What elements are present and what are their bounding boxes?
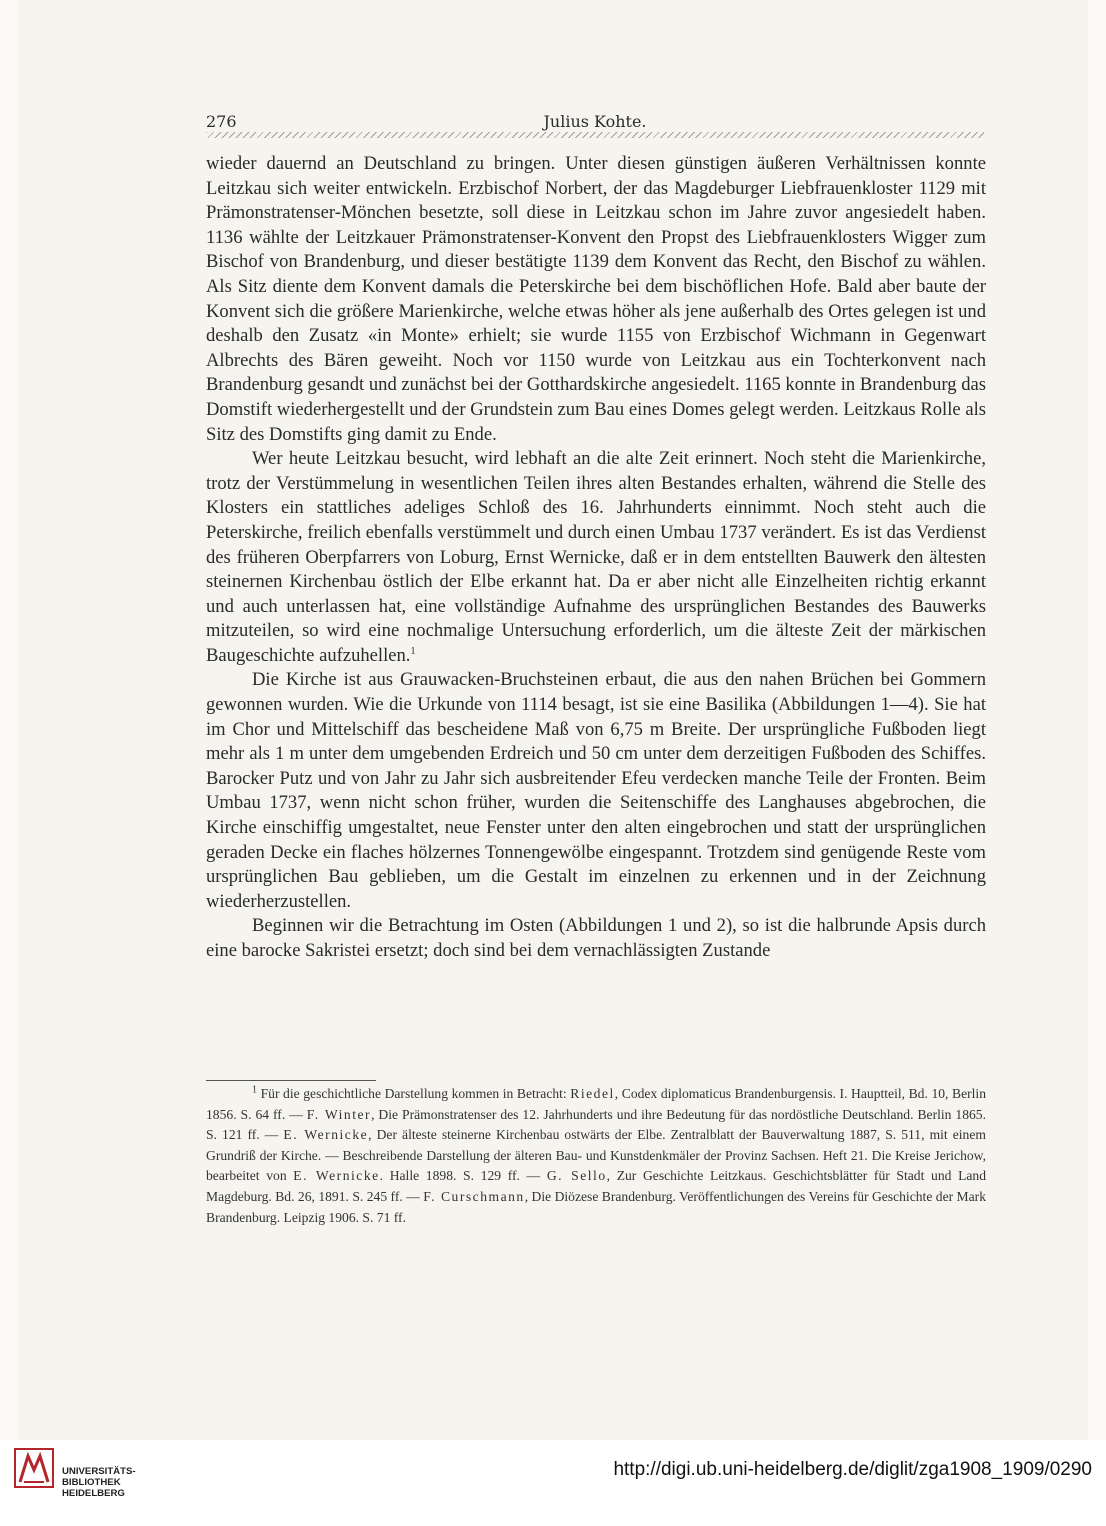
author-name: G. Sello: [546, 1168, 607, 1184]
author-name: F. Winter: [306, 1106, 372, 1122]
author-name: Riedel: [570, 1086, 615, 1101]
page-number: 276: [206, 112, 237, 131]
paragraph-4: Beginnen wir die Betrachtung im Osten (Abbildungen 1 und 2), so ist die halbrunde Apsis durch eine barocke Sakristei ersetzt; doch sind bei dem vernachlässigten Zustande: [206, 915, 986, 961]
page-header: [206, 110, 984, 140]
library-logo-icon: [14, 1448, 54, 1488]
paragraph-3: Die Kirche ist aus Grauwacken-Bruchsteinen erbaut, die aus den nahen Brüchen bei Gommern gewonnen wurden. Wie die Urkunde von 1114 besagt, ist sie eine Basilika (Abbildungen 1—4). Sie hat im Chor und Mittelschiff das bescheidene Maß von 6,75 m Breite. Der ursprüngliche Fußboden liegt mehr als 1 m unter dem umgebenden Erdreich und 50 cm unter dem derzeitigen Fußboden des Schiffes. Barocker Putz und von Jahr zu Jahr sich ausbreitender Efeu verdecken manche Teile der Fronten. Beim Umbau 1737, wenn nicht schon früher, wurden die Seitenschiffe des Langhauses abgebrochen, die Kirche einschiffig umgestaltet, neue Fenster unter den alten eingebrochen und statt der ursprünglichen geraden Decke ein flaches hölzernes Tonnengewölbe eingespannt. Trotzdem sind genügende Reste vom ursprünglichen Bau geblieben, um die Gestalt im einzelnen zu erkennen und in der Zeichnung wiederherzustellen.: [206, 669, 986, 912]
footnotes: [206, 1084, 986, 1228]
running-title: Julius Kohte.: [543, 112, 647, 131]
header-rule: [206, 132, 984, 138]
author-name: F. Curschmann: [423, 1188, 525, 1204]
footnote-separator: [206, 1080, 376, 1081]
permalink-url[interactable]: http://digi.ub.uni-heidelberg.de/diglit/zga1908_1909/0290: [613, 1459, 1092, 1480]
main-text: [206, 152, 986, 964]
author-name: E. Wernicke: [283, 1127, 369, 1143]
paragraph-2-text: Wer heute Leitzkau besucht, wird lebhaft an die alte Zeit erinnert. Noch steht die Marienkirche, trotz der Verstümmelung in wesentlichen Teilen ihres alten Bestandes erhalten, während die Stelle des Klosters ein stattliches adeliges Schloß des 16. Jahrhunderts einnimmt. Noch steht auch die Peterskirche, freilich ebenfalls verstümmelt und durch einen Umbau 1737 verändert. Es ist das Verdienst des früheren Oberpfarrers von Loburg, Ernst Wernicke, daß er in dem entstellten Bauwerk den ältesten steinernen Kirchenbau östlich der Elbe erkannt hat. Da er aber nicht alle Einzelheiten richtig erkannt und auch unterlassen hat, eine vollständige Aufnahme des ursprünglichen Bestandes des Bauwerks mitzuteilen, so wird eine nochmalige Untersuchung erforderlich, um die älteste Zeit der märkischen Baugeschichte aufzuhellen.: [206, 448, 986, 666]
footnote-reference: 1: [410, 645, 416, 657]
author-name: E. Wernicke: [293, 1168, 380, 1184]
paragraph-1: wieder dauernd an Deutschland zu bringen. Unter diesen günstigen äußeren Verhältnissen konnte Leitzkau sich weiter entwickeln. Erzbischof Norbert, der das Magdeburger Liebfrauenkloster 1129 mit Prämonstratenser-Mönchen besetzte, soll diese in Leitzkau schon im Jahre zuvor angesiedelt haben. 1136 wählte der Leitzkauer Prämonstratenser-Konvent den Propst des Liebfrauenklosters Wigger zum Bischof von Brandenburg, und dieser bestätigte 1139 dem Konvent das Recht, den Bischof zu wählen. Als Sitz diente dem Konvent damals die Peterskirche bei dem bischöflichen Hofe. Bald aber baute der Konvent sich die größere Marienkirche, welche etwas höher als jene außerhalb des Ortes gelegen ist und deshalb den Zusatz «in Monte» erhielt; sie wurde 1155 von Erzbischof Wichmann in Gegenwart Albrechts des Bären geweiht. Noch vor 1150 wurde von Leitzkau aus ein Tochterkonvent nach Brandenburg gesandt und zunächst bei der Gotthardskirche angesiedelt. 1165 konnte in Brandenburg das Domstift wiederhergestellt und der Grundstein zum Bau eines Domes gelegt werden. Leitzkaus Rolle als Sitz des Domstifts ging damit zu Ende.: [206, 153, 986, 445]
footnote-marker: 1: [252, 1084, 257, 1096]
library-name[interactable]: UNIVERSITÄTS- BIBLIOTHEK HEIDELBERG: [62, 1466, 136, 1499]
footnote-1: $^1$ Für die geschichtliche Darstellung kommen in Betracht: Riedel, Codex diplomaticus Brandenburgensis. I. Hauptteil, Bd. 10, Berlin 1856. S. 64 ff. — F. Winter, Die Prämonstratenser des 12. Jahrhunderts und ihre Bedeutung für das nordöstliche Deutschland. Berlin 1865. S. 121 ff. — E. Wernicke, Der älteste steinerne Kirchenbau ostwärts der Elbe. Zentralblatt der Bauverwaltung 1887, S. 511, mit einem Grundriß der Kirche. — Beschreibende Darstellung der älteren Bau- und Kunstdenkmäler der Provinz Sachsen. Heft 21. Die Kreise Jerichow, bearbeitet von E. Wernicke. Halle 1898. S. 129 ff. — G. Sello, Zur Geschichte Leitzkaus. Geschichtsblätter für Stadt und Land Magdeburg. Bd. 26, 1891. S. 245 ff. — F. Curschmann, Die Diözese Brandenburg. Veröffentlichungen des Vereins für Geschichte der Mark Brandenburg. Leipzig 1906. S. 71 ff.: [206, 1084, 987, 1225]
paragraph-2: [206, 447, 986, 668]
